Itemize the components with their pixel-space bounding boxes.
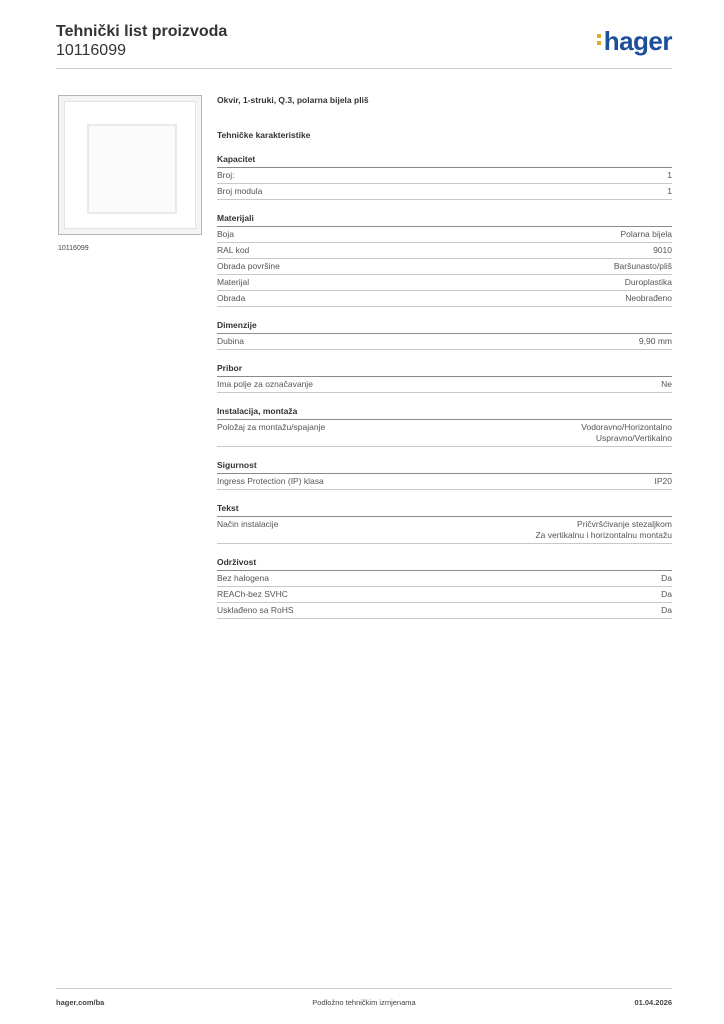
spec-value-line: 1: [667, 186, 672, 196]
spec-row: [217, 587, 672, 603]
spec-value-line: Vodoravno/Horizontalno: [581, 422, 672, 432]
section-title: Instalacija, montaža: [217, 406, 672, 420]
footer-date: 01.04.2026: [634, 998, 672, 1007]
logo-dots-icon: [597, 31, 602, 48]
spec-value-line: Baršunasto/pliš: [613, 261, 672, 271]
spec-value-line: Duroplastika: [624, 277, 672, 287]
spec-row: [217, 571, 672, 587]
spec-label: Položaj za montažu/spajanje: [217, 422, 326, 432]
section-title: Sigurnost: [217, 460, 672, 474]
spec-row: [217, 334, 672, 350]
spec-value: [653, 245, 672, 256]
spec-row: [217, 474, 672, 490]
section-title: Kapacitet: [217, 154, 672, 168]
spec-section: [217, 406, 672, 447]
spec-value: [661, 589, 672, 600]
spec-value-line: Da: [661, 573, 672, 583]
spec-label: Obrada: [217, 293, 246, 303]
spec-section: [217, 154, 672, 200]
spec-content: [217, 95, 672, 632]
spec-value-line: Ne: [661, 379, 672, 389]
spec-label: Ima polje za označavanje: [217, 379, 313, 389]
section-title: Tekst: [217, 503, 672, 517]
spec-value: [625, 293, 672, 304]
spec-value-line: 9010: [653, 245, 672, 255]
footer-website: hager.com/ba: [56, 998, 105, 1007]
spec-value-line: Da: [661, 605, 672, 615]
frame-illustration: [65, 102, 195, 228]
spec-value: [639, 336, 672, 347]
document-header: [56, 22, 227, 60]
spec-row: [217, 377, 672, 393]
spec-value: [655, 476, 673, 487]
product-image: [58, 95, 202, 235]
spec-value: [625, 277, 672, 288]
spec-row: [217, 603, 672, 619]
spec-label: Usklađeno sa RoHS: [217, 605, 294, 615]
spec-label: REACh-bez SVHC: [217, 589, 288, 599]
logo-text: hager: [603, 26, 672, 56]
spec-value: [661, 379, 672, 390]
tech-characteristics-title: Tehničke karakteristike: [217, 130, 311, 140]
section-title: Dimenzije: [217, 320, 672, 334]
header-divider: [56, 68, 672, 69]
spec-label: Ingress Protection (IP) klasa: [217, 476, 324, 486]
spec-value-line: Pričvršćivanje stezaljkom: [577, 519, 672, 529]
footer-notice: Podložno tehničkim izmjenama: [312, 998, 416, 1007]
spec-label: Broj:: [217, 170, 235, 180]
section-title: Održivost: [217, 557, 672, 571]
spec-value-line: Da: [661, 589, 672, 599]
spec-label: Materijal: [217, 277, 250, 287]
spec-label: Dubina: [217, 336, 244, 346]
spec-label: Obrada površine: [217, 261, 280, 271]
spec-value-line: 1: [667, 170, 672, 180]
spec-row: [217, 227, 672, 243]
spec-row: [217, 184, 672, 200]
section-title: Pribor: [217, 363, 672, 377]
spec-value: [581, 422, 672, 444]
product-code: 10116099: [56, 42, 126, 59]
spec-label: Broj modula: [217, 186, 263, 196]
spec-sections: [217, 154, 672, 619]
spec-label: Način instalacije: [217, 519, 279, 529]
spec-label: RAL kod: [217, 245, 250, 255]
spec-label: Boja: [217, 229, 235, 239]
spec-row: [217, 291, 672, 307]
document-title: Tehnički list proizvoda: [56, 23, 228, 40]
spec-value-line: Polarna bijela: [620, 229, 672, 239]
spec-value: [667, 170, 672, 181]
spec-value: [614, 261, 672, 272]
spec-section: [217, 460, 672, 490]
hager-logo: [597, 26, 672, 57]
spec-row: [217, 259, 672, 275]
spec-section: [217, 363, 672, 393]
spec-value-line: Uspravno/Vertikalno: [595, 433, 672, 443]
spec-row: [217, 243, 672, 259]
footer-divider: [56, 988, 672, 989]
frame-opening: [87, 124, 177, 214]
section-title: Materijali: [217, 213, 672, 227]
spec-section: [217, 320, 672, 350]
spec-value: [535, 519, 672, 541]
spec-row: [217, 420, 672, 447]
spec-row: [217, 275, 672, 291]
spec-label: Bez halogena: [217, 573, 269, 583]
spec-value: [667, 186, 672, 197]
spec-section: [217, 503, 672, 544]
spec-value-line: Neobrađeno: [625, 293, 672, 303]
spec-value-line: Za vertikalnu i horizontalnu montažu: [535, 530, 672, 540]
spec-value: [620, 229, 672, 240]
spec-value: [661, 605, 672, 616]
spec-value-line: IP20: [654, 476, 672, 486]
spec-value: [661, 573, 672, 584]
image-caption: 10116099: [58, 245, 89, 252]
spec-row: [217, 168, 672, 184]
spec-section: [217, 213, 672, 307]
spec-value-line: 9,90 mm: [638, 336, 672, 346]
spec-row: [217, 517, 672, 544]
product-name: Okvir, 1-struki, Q.3, polarna bijela pliš: [217, 95, 369, 105]
spec-section: [217, 557, 672, 619]
